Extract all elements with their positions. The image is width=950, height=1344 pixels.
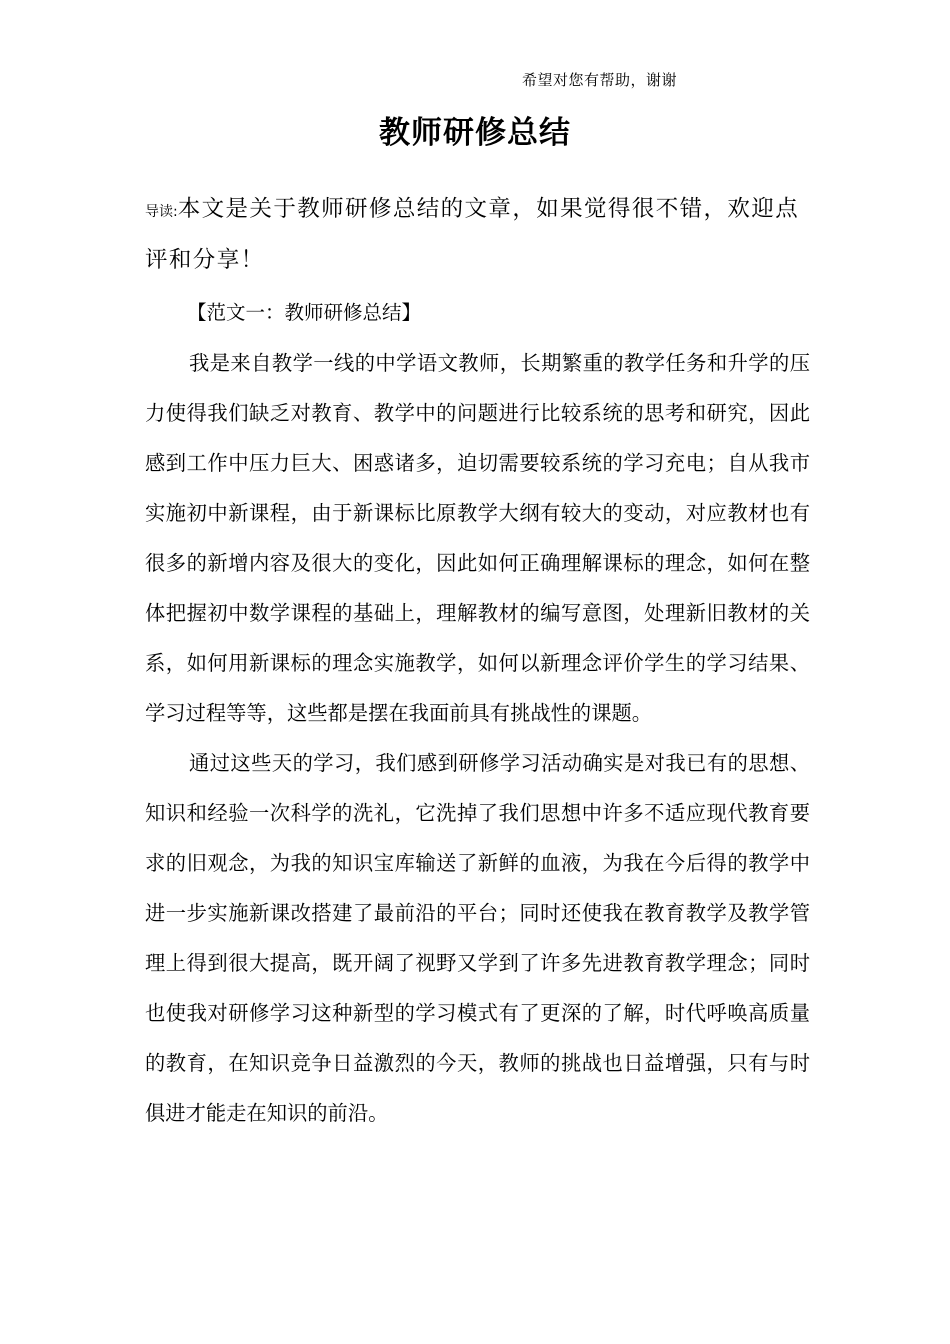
header-note: 希望对您有帮助，谢谢 [522,71,678,89]
intro-label: 导读: [145,204,178,220]
section-heading: 【范文一：教师研修总结】 [187,301,422,324]
intro-text: 本文是关于教师研修总结的文章，如果觉得很不错，欢迎点评和分享！ [145,196,800,273]
intro-paragraph [145,185,810,284]
page-title: 教师研修总结 [379,115,571,151]
body-paragraph: 通过这些天的学习，我们感到研修学习活动确实是对我已有的思想、知识和经验一次科学的洗礼，它洗掉了我们思想中许多不适应现代教育要求的旧观念，为我的知识宝库输送了新鲜的血液，为我在今后得的教学中进一步实施新课改搭建了最前沿的平台；同时还使我在教育教学及教学管理上得到很大提高，既开阔了视野又学到了许多先进教育教学理念；同时也使我对研修学习这种新型的学习模式有了更深的了解，时代呼唤高质量的教育，在知识竞争日益激烈的今天，教师的挑战也日益增强，只有与时俱进才能走在知识的前沿。 [145,751,810,1125]
document-body [145,185,810,1138]
body-paragraph: 我是来自教学一线的中学语文教师，长期繁重的教学任务和升学的压力使得我们缺乏对教育、教学中的问题进行比较系统的思考和研究，因此感到工作中压力巨大、困惑诸多，迫切需要较系统的学习充电；自从我市实施初中新课程，由于新课标比原教学大纲有较大的变动，对应教材也有很多的新增内容及很大的变化，因此如何正确理解课标的理念，如何在整体把握初中数学课程的基础上，理解教材的编写意图，处理新旧教材的关系，如何用新课标的理念实施教学，如何以新理念评价学生的学习结果、学习过程等等，这些都是摆在我面前具有挑战性的课题。 [145,351,810,725]
